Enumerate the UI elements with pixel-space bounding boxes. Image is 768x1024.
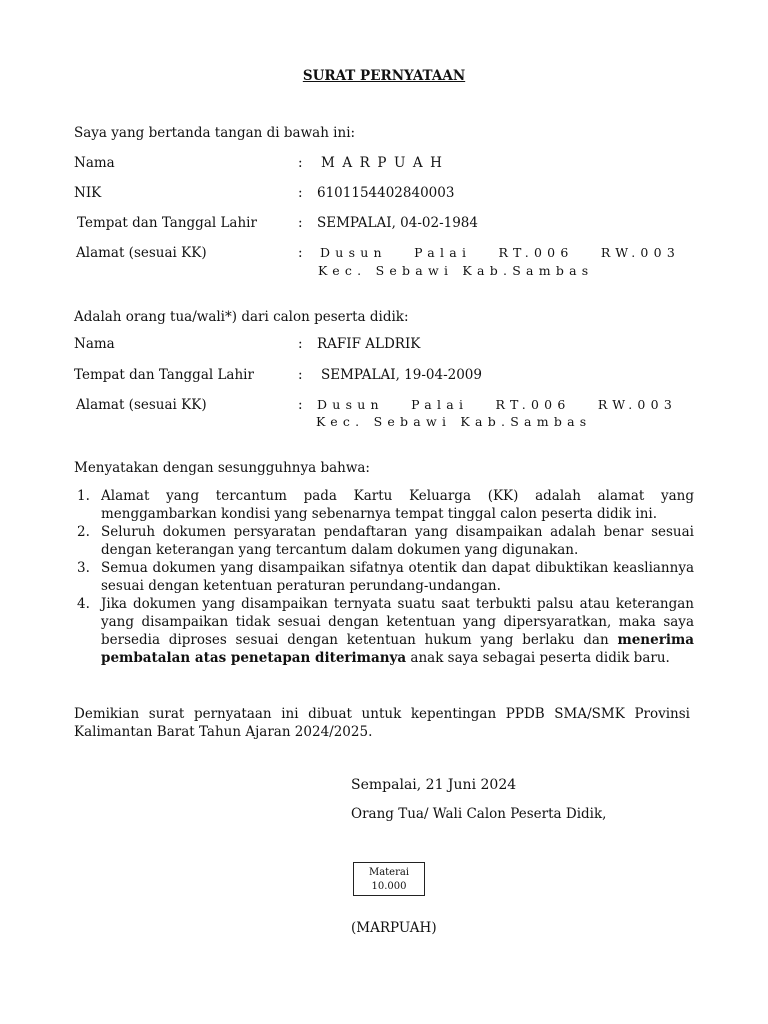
parent-nik-value: 6101154402840003	[317, 185, 455, 201]
list-number: 3.	[77, 560, 90, 576]
signer-role: Orang Tua/ Wali Calon Peserta Didik,	[351, 806, 607, 822]
list-item	[74, 487, 694, 523]
parent-name-label: Nama	[74, 155, 115, 171]
list-item	[74, 595, 694, 667]
statement-intro: Menyatakan dengan sesungguhnya bahwa:	[74, 460, 370, 476]
child-address-label: Alamat (sesuai KK)	[76, 397, 207, 413]
list-text: Semua dokumen yang disampaikan sifatnya otentik dan dapat dibuktikan keasliannya sesuai dengan ketentuan peraturan perundang-undangan.	[101, 560, 694, 594]
colon: :	[298, 336, 303, 352]
child-name-label: Nama	[74, 336, 115, 352]
parent-address-line1: Dusun Palai RT.006 RW.003	[320, 245, 681, 260]
colon: :	[298, 245, 303, 261]
parent-birth-label: Tempat dan Tanggal Lahir	[77, 215, 257, 231]
parent-address-label: Alamat (sesuai KK)	[76, 245, 207, 261]
colon: :	[298, 215, 303, 231]
parent-nik-label: NIK	[74, 185, 102, 201]
list-text: anak saya sebagai peserta didik baru.	[406, 650, 670, 666]
materai-value: 10.000	[371, 881, 407, 892]
child-intro-text: Adalah orang tua/wali*) dari calon peserta didik:	[74, 309, 409, 325]
child-address-line1: Dusun Palai RT.006 RW.003	[317, 397, 678, 412]
list-number: 1.	[77, 488, 90, 504]
list-text: Alamat yang tercantum pada Kartu Keluarga (KK) adalah alamat yang menggambarkan kondisi yang sebenarnya tempat tinggal calon peserta didik ini.	[101, 488, 694, 522]
list-item	[74, 559, 694, 595]
list-number: 4.	[77, 596, 90, 612]
parent-birth-value: SEMPALAI, 04-02-1984	[317, 215, 478, 231]
intro-text: Saya yang bertanda tangan di bawah ini:	[74, 125, 356, 141]
materai-stamp-box	[353, 862, 425, 896]
place-date: Sempalai, 21 Juni 2024	[351, 777, 517, 793]
colon: :	[298, 155, 303, 171]
list-text: Seluruh dokumen persyaratan pendaftaran yang disampaikan adalah benar sesuai dengan keterangan yang tercantum dalam dokumen yang digunakan.	[101, 524, 694, 558]
child-address-line2: Kec. Sebawi Kab.Sambas	[316, 414, 592, 429]
list-text-bold: menerima pembatalan atas penetapan diterimanya	[101, 632, 694, 666]
colon: :	[298, 397, 303, 413]
colon: :	[298, 185, 303, 201]
colon: :	[298, 367, 303, 383]
child-birth-value: SEMPALAI, 19-04-2009	[321, 367, 482, 383]
document-title: SURAT PERNYATAAN	[302, 68, 466, 84]
list-text: Jika dokumen yang disampaikan ternyata suatu saat terbukti palsu atau keterangan yang disampaikan tidak sesuai dengan ketentuan yang dipersyaratkan, maka saya bersedia diproses sesuai dengan ketentuan hukum yang berlaku dan	[101, 596, 694, 648]
child-name-value: RAFIF ALDRIK	[317, 336, 421, 352]
child-birth-label: Tempat dan Tanggal Lahir	[74, 367, 254, 383]
parent-name-value: M A R P U A H	[321, 155, 444, 171]
list-number: 2.	[77, 524, 90, 540]
parent-address-line2: Kec. Sebawi Kab.Sambas	[318, 263, 594, 278]
statement-list	[74, 487, 694, 667]
closing-paragraph: Demikian surat pernyataan ini dibuat untuk kepentingan PPDB SMA/SMK Provinsi Kalimantan Barat Tahun Ajaran 2024/2025.	[74, 706, 690, 740]
signer-name: (MARPUAH)	[351, 920, 437, 936]
list-item	[74, 523, 694, 559]
materai-label: Materai	[368, 867, 410, 878]
